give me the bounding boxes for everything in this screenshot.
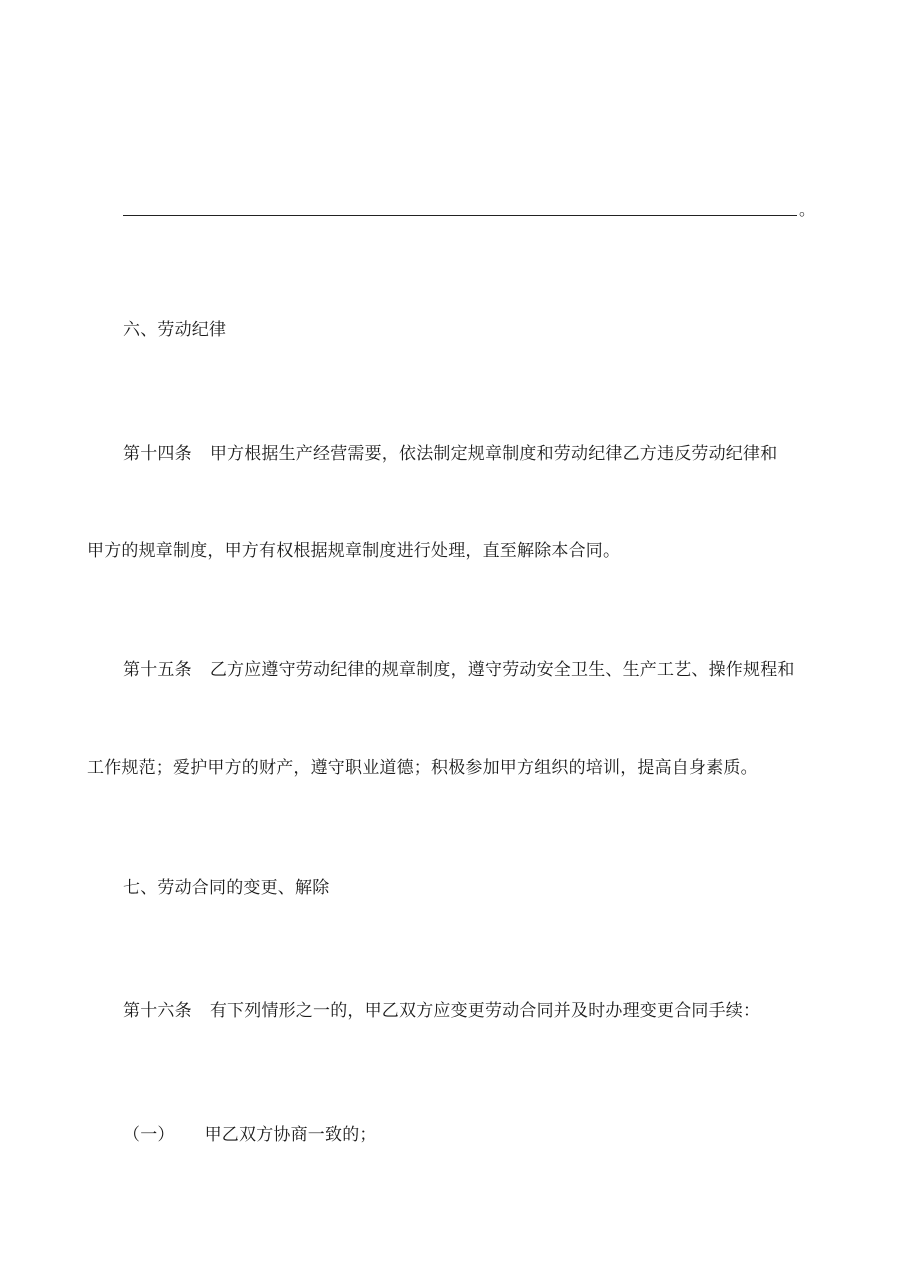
- article-16-line-1: [123, 1000, 760, 1022]
- article-15-text-2: 工作规范；爱护甲方的财产，遵守职业道德；积极参加甲方组织的培训，提高自身素质。: [87, 758, 758, 778]
- article-16-text-1: 有下列情形之一的，甲乙双方应变更劳动合同并及时办理变更合同手续：: [209, 1001, 761, 1021]
- article-16-label: 第十六条: [123, 1001, 192, 1021]
- list-item-1: [123, 1124, 377, 1146]
- article-14-label: 第十四条: [123, 444, 192, 464]
- list-item-text: 甲乙双方协商一致的；: [204, 1125, 377, 1145]
- blank-end-mark: 。: [799, 200, 816, 219]
- section-heading-labor-discipline: [123, 319, 226, 341]
- article-14-line-1: [123, 443, 777, 465]
- article-14-text-1: 甲方根据生产经营需要，依法制定规章制度和劳动纪律乙方违反劳动纪律和: [209, 444, 778, 464]
- article-14-text-2: 甲方的规章制度，甲方有权根据规章制度进行处理，直至解除本合同。: [87, 541, 621, 561]
- section-heading-text: 六、劳动纪律: [123, 320, 227, 340]
- section-heading-text: 七、劳动合同的变更、解除: [123, 878, 330, 898]
- list-item-label: （一）: [123, 1125, 175, 1145]
- article-15-label: 第十五条: [123, 660, 192, 680]
- fill-in-blank-line: [123, 215, 797, 216]
- section-heading-contract-change: [123, 877, 329, 899]
- article-15-text-1: 乙方应遵守劳动纪律的规章制度，遵守劳动安全卫生、生产工艺、操作规程和: [209, 660, 795, 680]
- article-14-line-2: [87, 540, 620, 562]
- article-15-line-2: [87, 757, 758, 779]
- article-15-line-1: [123, 659, 795, 681]
